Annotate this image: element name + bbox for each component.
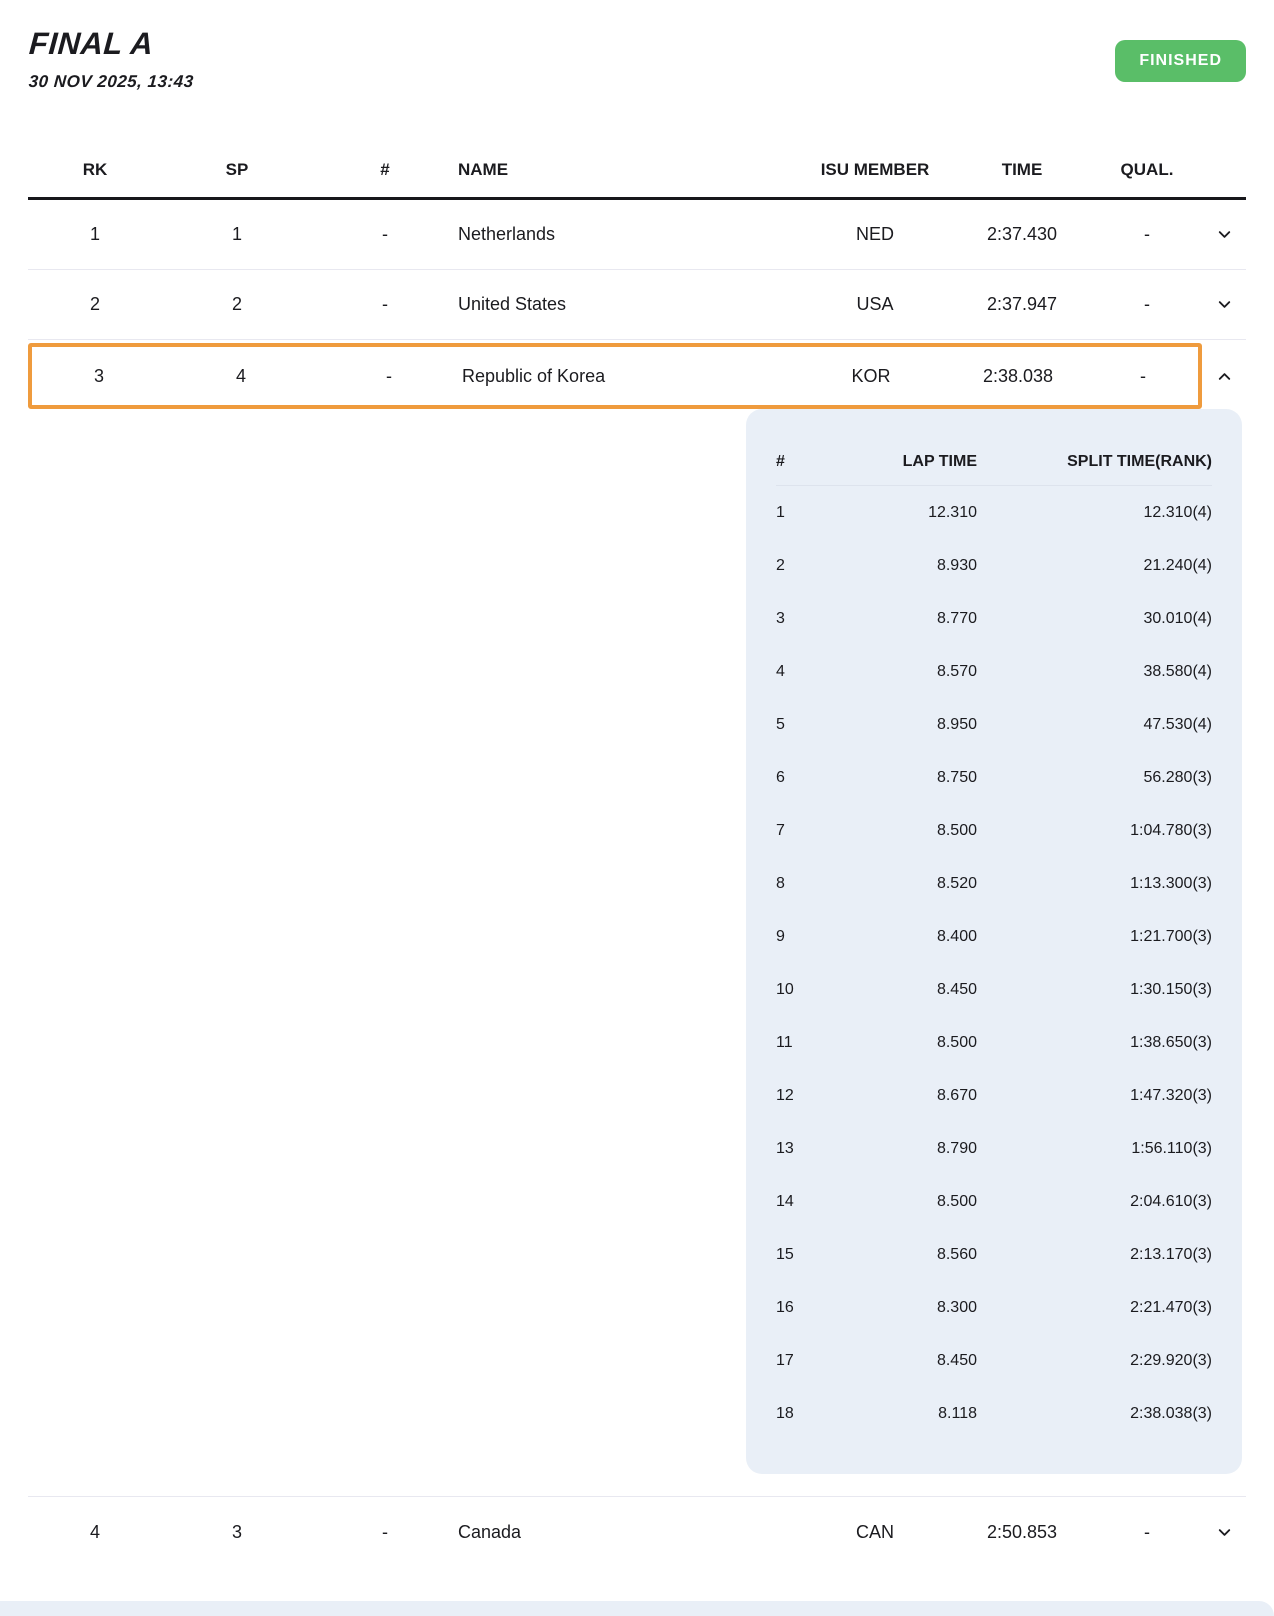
lap-number-cell: 9 <box>776 927 785 945</box>
split-time-cell: 1:21.700(3) <box>1130 927 1212 945</box>
lap-number-cell: 2 <box>776 556 785 574</box>
split-time-cell: 2:04.610(3) <box>1130 1192 1212 1210</box>
lap-row <box>776 539 1212 592</box>
column-header-sp: SP <box>225 159 249 179</box>
expand-toggle-button[interactable] <box>1202 1497 1246 1567</box>
lap-time-cell: 8.500 <box>936 821 977 839</box>
lap-time-cell: 8.790 <box>936 1139 977 1157</box>
split-time-cell: 12.310(4) <box>1143 503 1212 521</box>
lap-time-cell: 8.560 <box>936 1245 977 1263</box>
split-time-cell: 1:30.150(3) <box>1130 980 1212 998</box>
time-cell: 2:37.947 <box>986 294 1058 314</box>
lap-time-cell: 8.570 <box>936 662 977 680</box>
lap-row <box>776 751 1212 804</box>
isu-member-cell: CAN <box>855 1521 894 1542</box>
results-table <box>28 142 1246 1567</box>
lap-number-cell: 17 <box>776 1351 794 1369</box>
bib-number-cell: - <box>386 365 392 386</box>
table-row <box>28 1497 1246 1567</box>
lap-detail-section <box>28 409 1246 1497</box>
split-time-cell: 1:47.320(3) <box>1130 1086 1212 1104</box>
rank-cell: 2 <box>89 294 100 314</box>
lap-time-cell: 8.400 <box>936 927 977 945</box>
result-row-main[interactable] <box>28 270 1202 339</box>
bib-number-cell: - <box>382 294 388 314</box>
lap-row <box>776 645 1212 698</box>
split-time-cell: 2:38.038(3) <box>1130 1404 1212 1422</box>
lap-table-header <box>776 439 1212 485</box>
split-time-cell: 2:21.470(3) <box>1130 1298 1212 1316</box>
results-table-header <box>28 142 1246 200</box>
lap-number-cell: 18 <box>776 1404 794 1422</box>
time-cell: 2:50.853 <box>986 1521 1058 1542</box>
lap-row <box>776 698 1212 751</box>
lap-time-cell: 8.670 <box>936 1086 977 1104</box>
start-position-cell: 4 <box>235 365 246 386</box>
event-datetime: 30 NOV 2025, 13:43 <box>28 72 195 91</box>
table-row <box>28 200 1246 270</box>
qual-cell: - <box>1144 224 1150 244</box>
column-header-name: NAME <box>458 159 509 179</box>
start-position-cell: 2 <box>231 294 242 314</box>
footer-band <box>0 1601 1274 1616</box>
lap-time-cell: 8.450 <box>936 980 977 998</box>
team-name-cell: Canada <box>458 1521 522 1542</box>
expand-toggle-button[interactable] <box>1202 343 1246 409</box>
page-title: FINAL A <box>28 26 155 61</box>
chevron-down-icon <box>1215 225 1234 244</box>
result-row-main[interactable] <box>28 200 1202 269</box>
column-header-num: # <box>380 159 390 179</box>
qual-cell: - <box>1140 365 1146 386</box>
lap-column-header-num: # <box>776 453 785 470</box>
lap-time-cell: 8.300 <box>936 1298 977 1316</box>
chevron-down-icon <box>1215 295 1234 314</box>
lap-row <box>776 963 1212 1016</box>
lap-number-cell: 15 <box>776 1245 794 1263</box>
lap-rows <box>776 486 1212 1440</box>
column-header-spacer <box>1202 142 1246 197</box>
lap-number-cell: 12 <box>776 1086 794 1104</box>
lap-number-cell: 14 <box>776 1192 794 1210</box>
split-time-cell: 1:56.110(3) <box>1131 1139 1212 1157</box>
lap-time-cell: 8.520 <box>936 874 977 892</box>
column-header-isu-member: ISU MEMBER <box>820 159 930 179</box>
lap-number-cell: 7 <box>776 821 785 839</box>
lap-number-cell: 6 <box>776 768 785 786</box>
lap-time-cell: 8.950 <box>936 715 977 733</box>
lap-time-cell: 8.750 <box>936 768 977 786</box>
lap-time-cell: 8.500 <box>936 1033 977 1051</box>
page-header <box>28 0 1246 92</box>
isu-member-cell: KOR <box>851 365 891 386</box>
lap-number-cell: 8 <box>776 874 785 892</box>
expand-toggle-button[interactable] <box>1202 270 1246 339</box>
lap-number-cell: 16 <box>776 1298 794 1316</box>
team-name-cell: Netherlands <box>458 224 556 244</box>
team-name-cell: Republic of Korea <box>462 365 606 386</box>
result-row-main[interactable] <box>28 1497 1202 1567</box>
lap-number-cell: 1 <box>776 503 785 521</box>
lap-row <box>776 1281 1212 1334</box>
lap-number-cell: 5 <box>776 715 785 733</box>
table-row <box>28 270 1246 340</box>
team-name-cell: United States <box>458 294 567 314</box>
lap-detail-panel <box>746 409 1242 1474</box>
split-time-cell: 30.010(4) <box>1143 609 1212 627</box>
bib-number-cell: - <box>382 1521 388 1542</box>
table-row <box>28 343 1246 409</box>
start-position-cell: 1 <box>231 224 242 244</box>
qual-cell: - <box>1144 294 1150 314</box>
split-time-cell: 38.580(4) <box>1143 662 1212 680</box>
lap-number-cell: 11 <box>776 1033 793 1051</box>
lap-time-cell: 8.118 <box>938 1404 977 1422</box>
lap-row <box>776 1387 1212 1440</box>
lap-row <box>776 1122 1212 1175</box>
lap-row <box>776 1175 1212 1228</box>
lap-row <box>776 592 1212 645</box>
lap-row <box>776 804 1212 857</box>
lap-row <box>776 1016 1212 1069</box>
lap-number-cell: 10 <box>776 980 794 998</box>
lap-row <box>776 486 1212 539</box>
rank-cell: 1 <box>89 224 100 244</box>
isu-member-cell: NED <box>855 224 894 244</box>
split-time-cell: 1:13.300(3) <box>1130 874 1212 892</box>
lap-time-cell: 8.500 <box>936 1192 977 1210</box>
split-time-cell: 2:13.170(3) <box>1130 1245 1212 1263</box>
lap-time-cell: 12.310 <box>928 503 977 521</box>
lap-column-header-split-time: SPLIT TIME(RANK) <box>1067 453 1212 470</box>
column-header-time: TIME <box>1001 159 1043 179</box>
split-time-cell: 56.280(3) <box>1143 768 1212 786</box>
lap-column-header-lap-time: LAP TIME <box>902 453 977 470</box>
lap-row <box>776 910 1212 963</box>
expand-toggle-button[interactable] <box>1202 200 1246 269</box>
lap-number-cell: 4 <box>776 662 785 680</box>
chevron-up-icon <box>1215 367 1234 386</box>
time-cell: 2:37.430 <box>986 224 1058 244</box>
lap-row <box>776 1228 1212 1281</box>
lap-time-cell: 8.770 <box>936 609 977 627</box>
lap-row <box>776 857 1212 910</box>
lap-row <box>776 1334 1212 1387</box>
lap-row <box>776 1069 1212 1122</box>
results-rows <box>28 200 1246 1567</box>
status-badge: FINISHED <box>1115 40 1246 82</box>
result-row-main[interactable] <box>28 343 1202 409</box>
split-time-cell: 1:04.780(3) <box>1130 821 1212 839</box>
isu-member-cell: USA <box>856 294 894 314</box>
split-time-cell: 1:38.650(3) <box>1130 1033 1212 1051</box>
column-header-qual: QUAL. <box>1120 159 1174 179</box>
qual-cell: - <box>1144 1521 1150 1542</box>
column-header-rk: RK <box>82 159 108 179</box>
lap-number-cell: 3 <box>776 609 785 627</box>
lap-time-cell: 8.450 <box>936 1351 977 1369</box>
time-cell: 2:38.038 <box>982 365 1054 386</box>
rank-cell: 3 <box>93 365 104 386</box>
lap-number-cell: 13 <box>776 1139 794 1157</box>
chevron-down-icon <box>1215 1523 1234 1542</box>
lap-time-cell: 8.930 <box>936 556 977 574</box>
split-time-cell: 2:29.920(3) <box>1130 1351 1212 1369</box>
split-time-cell: 21.240(4) <box>1143 556 1212 574</box>
rank-cell: 4 <box>89 1521 100 1542</box>
bib-number-cell: - <box>382 224 388 244</box>
split-time-cell: 47.530(4) <box>1143 715 1212 733</box>
start-position-cell: 3 <box>231 1521 242 1542</box>
